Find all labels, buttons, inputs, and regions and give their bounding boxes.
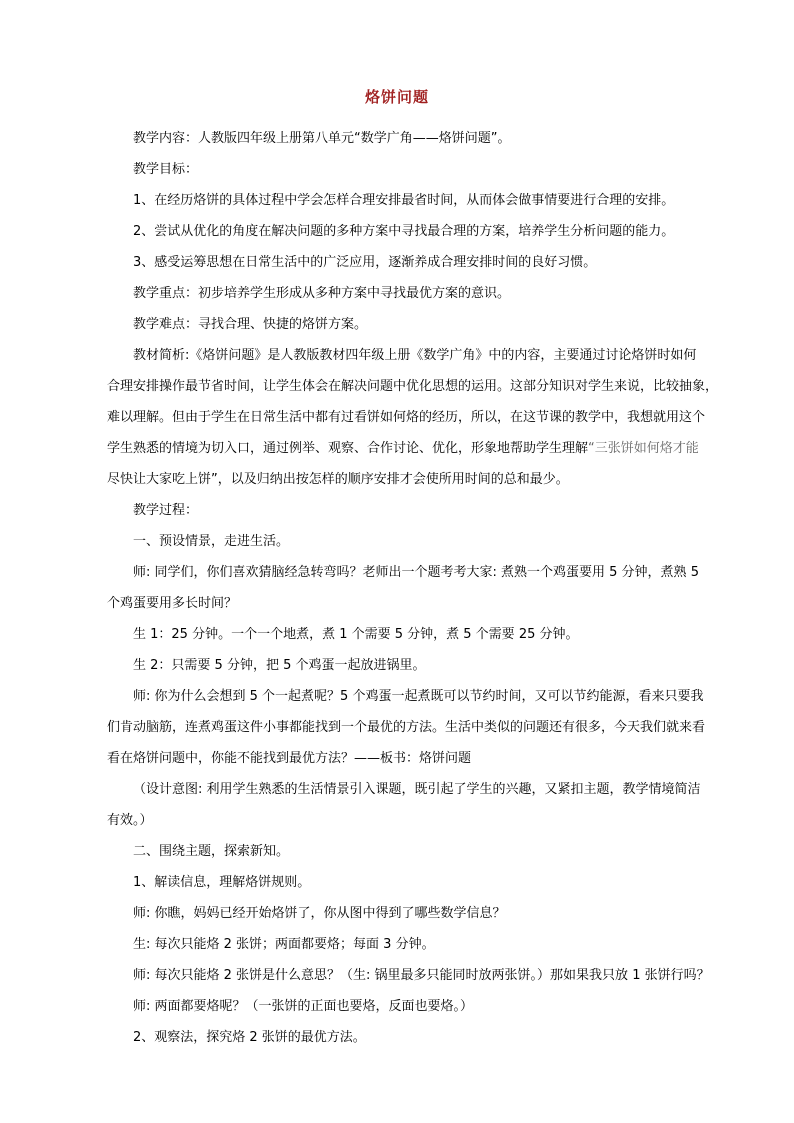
analysis-line: 尽快让大家吃上饼”，以及归纳出按怎样的顺序安排才会使所用时间的总和最少。: [107, 472, 569, 487]
subsection-heading: 1、解读信息，理解烙饼规则。: [133, 875, 311, 890]
section-heading: 一、预设情景，走进生活。: [133, 534, 290, 549]
dialogue-line: 们肯动脑筋，连煮鸡蛋这件小事都能找到一个最优的方法。生活中类似的问题还有很多，今天我们就来看: [107, 720, 706, 735]
design-note: 有效。）: [107, 813, 153, 828]
dialogue-line: 师: 每次只能烙 2 张饼是什么意思？（生: 锅里最多只能同时放两张饼。）那如果我只放 1 张饼行吗？: [133, 968, 710, 983]
paragraph-difficulty: 教学难点：寻找合理、快捷的烙饼方案。: [133, 317, 368, 332]
analysis-text: 学生熟悉的情境为切入口，通过例举、观察、合作讨论、优化，形象地帮助学生理解: [107, 441, 589, 456]
dialogue-line: 师: 你为什么会想到 5 个一起煮呢？5 个鸡蛋一起煮既可以节约时间，又可以节约能源，看来只要我: [133, 689, 704, 704]
dialogue-line: 师: 同学们，你们喜欢猜脑经急转弯吗？老师出一个题考考大家: 煮熟一个鸡蛋要用 5 分钟，煮熟 5: [133, 565, 699, 580]
dialogue-line: 师: 你瞧，妈妈已经开始烙饼了，你从图中得到了哪些数学信息？: [133, 906, 506, 921]
document-title: 烙饼问题: [364, 88, 429, 106]
document-body: [107, 123, 721, 1053]
analysis-line: [107, 433, 721, 464]
analysis-quote: “三张饼如何烙才能: [588, 441, 699, 456]
paragraph-content: 教学内容：人教版四年级上册第八单元“数学广角——烙饼问题”。: [133, 131, 511, 146]
subsection-heading: 2、观察法，探究烙 2 张饼的最优方法。: [133, 1030, 366, 1045]
dialogue-line: 生: 每次只能烙 2 张饼；两面都要烙；每面 3 分钟。: [133, 937, 435, 952]
analysis-line: 难以理解。但由于学生在日常生活中都有过看饼如何烙的经历，所以，在这节课的教学中，我想就用这个: [107, 410, 706, 425]
design-note: （设计意图: 利用学生熟悉的生活情景引入课题，既引起了学生的兴趣，又紧扣主题，教学情境简洁: [133, 782, 701, 797]
process-heading: 教学过程：: [133, 503, 199, 518]
section-heading: 二、围绕主题，探索新知。: [133, 844, 290, 859]
dialogue-line: 个鸡蛋要用多长时间？: [107, 596, 238, 611]
analysis-line: 教材简析:《烙饼问题》是人教版教材四年级上册《数学广角》中的内容，主要通过讨论烙饼时如何: [133, 348, 697, 363]
dialogue-line: 师: 两面都要烙呢？（一张饼的正面也要烙，反面也要烙。）: [133, 999, 474, 1014]
paragraph-objective-2: 2、尝试从优化的角度在解决问题的多种方案中寻找最合理的方案，培养学生分析问题的能力。: [133, 224, 675, 239]
dialogue-line: 生 1：25 分钟。一个一个地煮，煮 1 个需要 5 分钟，煮 5 个需要 25 分钟。: [133, 627, 579, 642]
paragraph-objective-1: 1、在经历烙饼的具体过程中学会怎样合理安排最省时间，从而体会做事情要进行合理的安排。: [133, 193, 675, 208]
paragraph-key-point: 教学重点：初步培养学生形成从多种方案中寻找最优方案的意识。: [133, 286, 511, 301]
paragraph-objective-3: 3、感受运筹思想在日常生活中的广泛应用，逐渐养成合理安排时间的良好习惯。: [133, 255, 597, 270]
paragraph-objectives-heading: 教学目标：: [133, 162, 199, 177]
dialogue-line: 生 2：只需要 5 分钟，把 5 个鸡蛋一起放进锅里。: [133, 658, 426, 673]
dialogue-line: 看在烙饼问题中，你能不能找到最优方法？——板书：烙饼问题: [107, 751, 472, 766]
analysis-line: 合理安排操作最节省时间，让学生体会在解决问题中优化思想的运用。这部分知识对学生来说，比较抽象，: [107, 379, 719, 394]
